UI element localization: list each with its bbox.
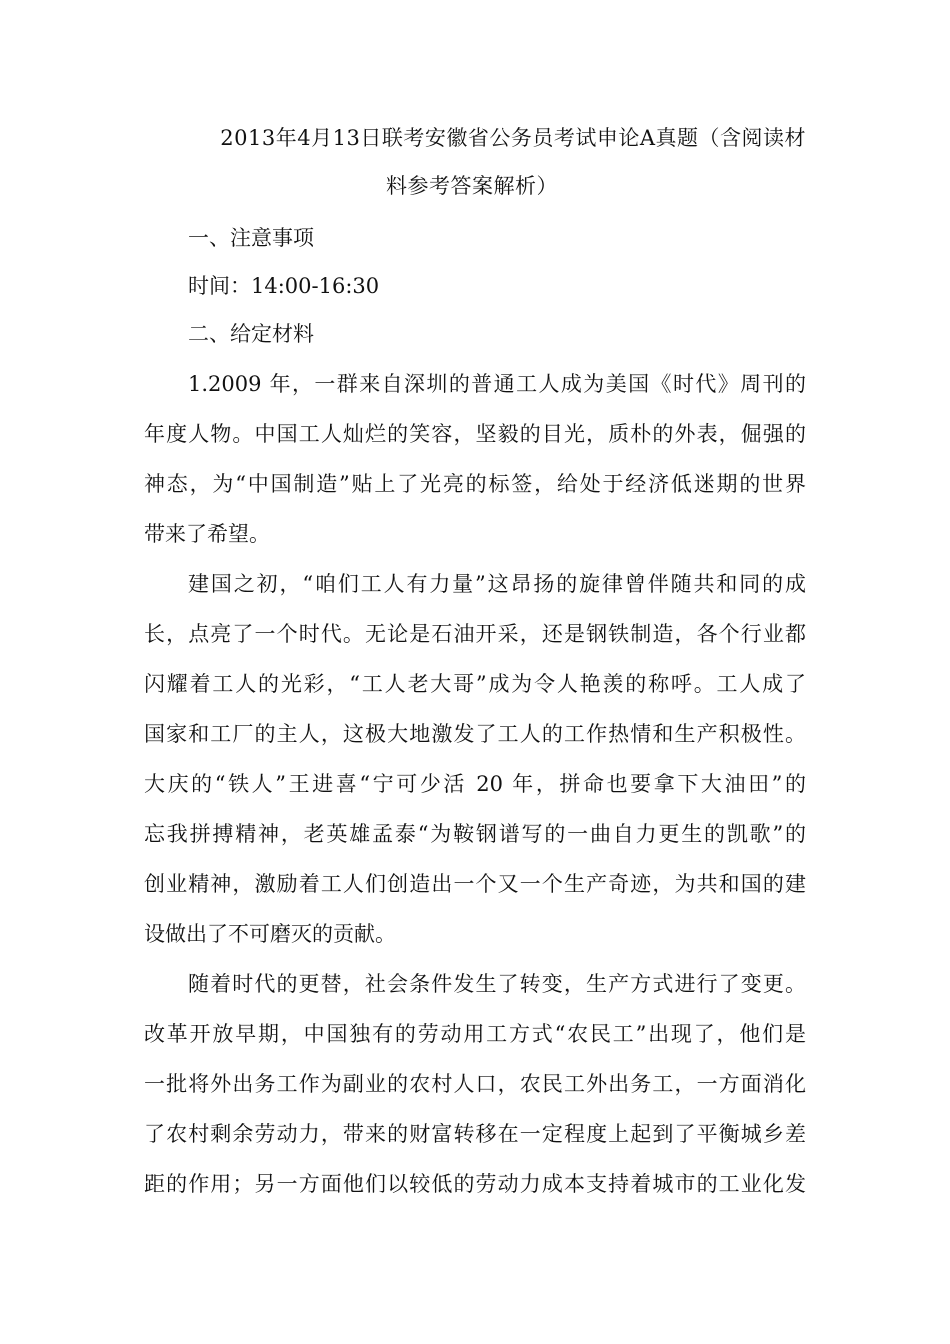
section-heading-notes: 一、注意事项 [188,226,314,250]
paragraph-1-line: 年度人物。中国工人灿烂的笑容，坚毅的目光，质朴的外表，倔强的 [144,422,806,446]
paragraph-3-line: 改革开放早期，中国独有的劳动用工方式“农民工”出现了，他们是 [144,1022,806,1046]
paragraph-3-line: 一批将外出务工作为副业的农村人口，农民工外出务工，一方面消化 [144,1072,806,1096]
paragraph-1-line: 带来了希望。 [144,522,270,546]
document-title-line-1: 2013年4月13日联考安徽省公务员考试申论A真题（含阅读材 [220,126,806,150]
paragraph-2-line: 大庆的“铁人”王进喜“宁可少活 20 年，拼命也要拿下大油田”的 [144,772,806,796]
paragraph-2-line: 设做出了不可磨灭的贡献。 [144,922,396,946]
section-heading-materials: 二、给定材料 [188,322,314,346]
paragraph-1-line: 神态，为“中国制造”贴上了光亮的标签，给处于经济低迷期的世界 [144,472,806,496]
paragraph-3-line: 距的作用；另一方面他们以较低的劳动力成本支持着城市的工业化发 [144,1172,806,1196]
paragraph-2-line: 国家和工厂的主人，这极大地激发了工人的工作热情和生产积极性。 [144,722,806,746]
paragraph-2-line: 忘我拼搏精神，老英雄孟泰“为鞍钢谱写的一曲自力更生的凯歌”的 [144,822,806,846]
paragraph-3-line: 了农村剩余劳动力，带来的财富转移在一定程度上起到了平衡城乡差 [144,1122,806,1146]
paragraph-2-line: 创业精神，激励着工人们创造出一个又一个生产奇迹，为共和国的建 [144,872,806,896]
exam-time-line: 时间：14:00-16:30 [188,274,380,298]
paragraph-3-line: 随着时代的更替，社会条件发生了转变，生产方式进行了变更。 [188,972,806,996]
document-title-line-2: 料参考答案解析） [386,174,558,198]
paragraph-2-line: 长，点亮了一个时代。无论是石油开采，还是钢铁制造，各个行业都 [144,622,806,646]
paragraph-1-line: 1.2009 年，一群来自深圳的普通工人成为美国《时代》周刊的 [188,372,806,396]
paragraph-2-line: 闪耀着工人的光彩，“工人老大哥”成为令人艳羡的称呼。工人成了 [144,672,806,696]
paragraph-2-line: 建国之初，“咱们工人有力量”这昂扬的旋律曾伴随共和同的成 [188,572,806,596]
